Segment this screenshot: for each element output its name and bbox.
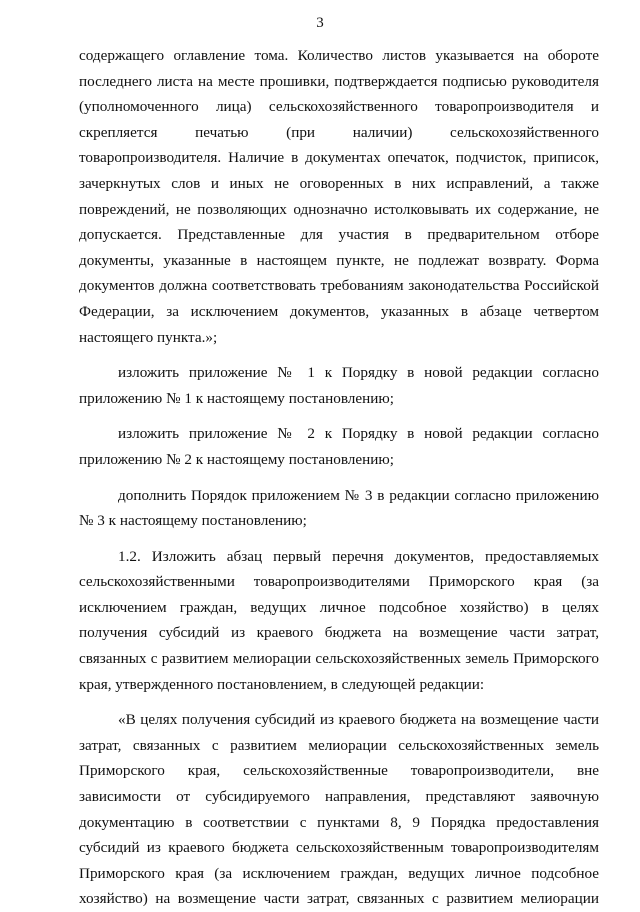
paragraph-appendix-2: изложить приложение № 2 к Порядку в новой редакции согласно приложению № 2 к настоящему постановлению; xyxy=(79,425,599,468)
paragraph-appendix-3: дополнить Порядок приложением № 3 в редакции согласно приложению № 3 к настоящему постановлению; xyxy=(79,486,599,530)
paragraph-quoted-text: «В целях получения субсидий из краевого бюджета на возмещение части затрат, связанных с развитием мелиорации сельскохозяйственных земель Приморского края, сельскохозяйственные товаропроизводители, вне зависимости от субсидируемого направления, представляют заявочную документацию в соответствии с пунктами 8, 9 Порядка предоставления субсидий из краевого бюджета сельскохозяйственным товаропроизводителям Приморского края (за исключением граждан, ведущих личное подсобное хозяйство) на возмещение части затрат, связанных с развитием мелиорации xyxy=(79,711,599,908)
paragraph-continuation: содержащего оглавление тома. Количество листов указывается на обороте последнего листа на месте прошивки, подтверждается подписью руководителя (уполномоченного лица) сельскохозяйственного товаропроизводителя и скрепляется печатью (при наличии) сельскохозяйственного товаропроизводителя. Наличие в документах опечаток, подчисток, приписок, зачеркнутых слов и иных не оговоренных в них исправлений, а также повреждений, не позволяющих однозначно истолковывать их содержание, не допускается. Представленные для участия в предварительном отборе документы, указанные в настоящем пункте, не подлежат возврату. Форма документов должна соответствовать требованиям законодательства Российской Федерации, за исключением документов, указанных в абзаце четвертом настоящего пункта.»; xyxy=(79,47,599,346)
paragraph-appendix-1: изложить приложение № 1 к Порядку в новой редакции согласно приложению № 1 к настоящему постановлению; xyxy=(79,364,599,407)
page-number: 3 xyxy=(316,15,324,31)
document-body xyxy=(79,43,599,912)
paragraph-item-1-2: 1.2. Изложить абзац первый перечня документов, предоставляемых сельскохозяйственными товаропроизводителями Приморского края (за исключением граждан, ведущих личное подсобное хозяйство) в целях получения субсидий из краевого бюджета на возмещение части затрат, связанных с развитием мелиорации сельскохозяйственных земель Приморского края, утвержденного постановлением, в следующей редакции: xyxy=(79,547,599,693)
